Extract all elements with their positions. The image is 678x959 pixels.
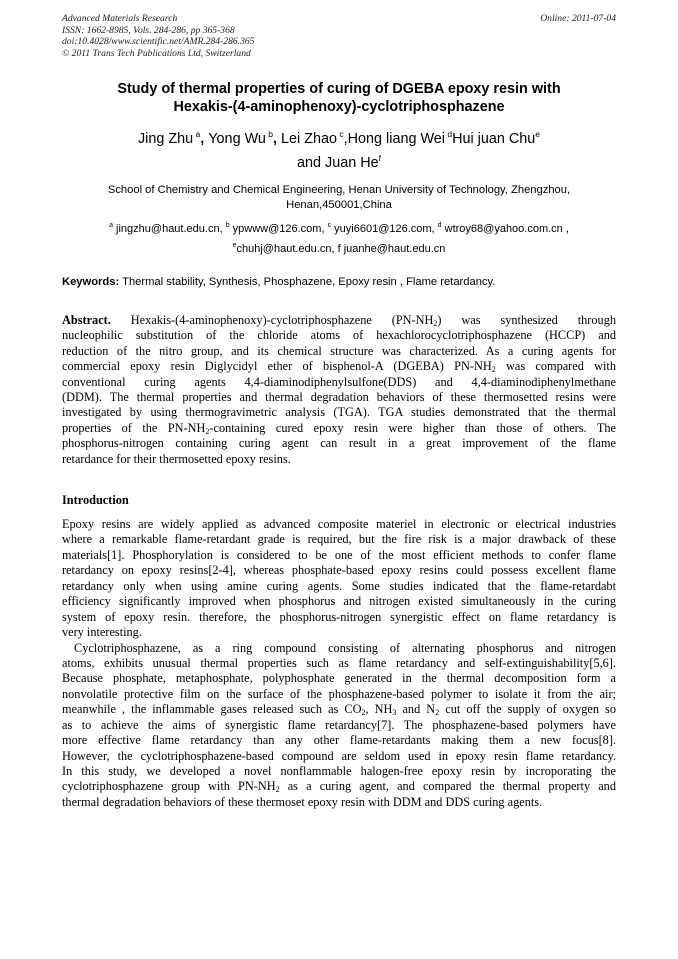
subscript: 2 xyxy=(205,426,210,436)
body-line: nonvolatile protective film on the surface of the phosphazene-based polymer to isolate it from the air; xyxy=(62,686,616,701)
body-line: Because phosphate, metaphosphate, polyphosphate generated in the thermal decomposition form a xyxy=(62,671,616,686)
abstract-label: Abstract. xyxy=(62,313,111,327)
subscript: 2 xyxy=(433,319,438,328)
author-name: Hui juan Chu xyxy=(452,131,536,147)
email-mark: c xyxy=(327,222,332,229)
body-line: as to achieve the aims of synergistic flame retardancy[7]. The phosphazene-based polymers have xyxy=(62,717,616,732)
abstract-text: commercial epoxy resin Diglycidyl ether of bisphenol-A (DGEBA) PN-NH xyxy=(62,359,492,374)
body-line: In this study, we developed a novel nonflammable halogen-free epoxy resin by incroporating the xyxy=(62,764,616,778)
abstract-line: nucleophilic substitution of the chloride atoms of hexachlorocyclotriphosphazene (HCCP) and xyxy=(62,328,616,343)
body-line: materials[1]. Phosphorylation is considered to be one of the most efficient methods to confer flame xyxy=(62,547,616,562)
author-affil-mark: a xyxy=(195,129,201,139)
title-line-2: Hexakis-(4-aminophenoxy)-cyclotriphosphazene xyxy=(173,99,505,116)
abstract-text: was compared with xyxy=(495,359,616,374)
subscript: 2 xyxy=(491,365,496,375)
body-line: Epoxy resins are widely applied as advanced composite materiel in electronic or electrical industries xyxy=(62,517,616,531)
body-line: atoms, exhibits unusual thermal properties such as flame retardancy and self-extinguishability[5,6]. xyxy=(62,655,616,670)
email-mark: a xyxy=(109,222,113,229)
email-address[interactable]: f juanhe@haut.edu.cn xyxy=(337,243,446,255)
abstract-text: ) was synthesized through xyxy=(437,313,617,327)
abstract-line xyxy=(62,359,616,374)
section-heading-introduction: Introduction xyxy=(62,493,129,507)
author-name: and Juan He xyxy=(297,155,379,171)
subscript: 2 xyxy=(361,708,366,718)
body-line: retardancy only when using amine curing agents. Some studies indicated that the flame-retardabt xyxy=(62,578,616,593)
affiliation xyxy=(62,183,616,213)
author-line-2 xyxy=(62,151,616,175)
abstract-text: properties of the PN-NH xyxy=(62,420,206,435)
keywords xyxy=(62,275,618,290)
abstract-line: retardance for their thermosetted epoxy resins. xyxy=(62,451,291,466)
body-text: , NH xyxy=(365,702,393,717)
body-line: very interesting. xyxy=(62,625,142,640)
journal-header xyxy=(62,13,392,59)
subscript: 3 xyxy=(392,708,397,718)
email-mark: d xyxy=(437,222,442,229)
email-address[interactable]: ypwww@126.com, xyxy=(232,223,325,235)
abstract-line: phosphorus-nitrogen containing curing agent can result in a great improvement of the flame xyxy=(62,436,616,451)
body-line: Cyclotriphosphazene, as a ring compound consisting of alternating phosphorus and nitrogen xyxy=(74,640,616,655)
body-line: thermal degradation behaviors of these thermoset epoxy resin with DDM and DDS curing agents. xyxy=(62,794,543,809)
affiliation-line-1: School of Chemistry and Chemical Engineering, Henan University of Technology, Zhengzhou, xyxy=(107,184,571,196)
introduction-body xyxy=(62,517,616,810)
email-address[interactable]: wtroy68@yahoo.com.cn , xyxy=(444,223,569,235)
author-separator: , xyxy=(343,131,348,147)
doi-line: doi:10.4028/www.scientific.net/AMR.284-286.365 xyxy=(62,36,255,48)
abstract-text: -containing cured epoxy resin were higher than those of others. The xyxy=(209,420,616,435)
affiliation-line-2: Henan,450001,China xyxy=(286,199,392,212)
body-line: where a remarkable flame-retardant grade is required, but the fire risk is a major drawback of these xyxy=(62,532,616,547)
author-separator: , xyxy=(273,131,282,147)
body-text: and N xyxy=(396,702,436,717)
body-text: meanwhile , the inflammable gases released such as CO xyxy=(62,702,362,717)
abstract xyxy=(62,313,616,467)
keywords-label: Keywords: xyxy=(62,276,120,288)
author-name: Lei Zhao xyxy=(281,131,338,147)
body-line: However, the cyclotriphosphazene-based compound are seldom used in epoxy resin flame retardancy. xyxy=(62,748,616,763)
body-text: cyclotriphosphazene group with PN-NH xyxy=(62,779,276,794)
body-line: more effective flame retardancy than any other flame-retardants making them a new focus[8]. xyxy=(62,733,616,748)
email-mark: e xyxy=(232,242,237,249)
email-address[interactable]: chuhj@haut.edu.cn, xyxy=(236,243,335,255)
subscript: 2 xyxy=(275,785,280,795)
body-text: cut off the supply of oxygen so xyxy=(439,702,616,717)
author-line-1 xyxy=(62,127,616,151)
email-list xyxy=(62,219,616,259)
body-line: efficiency significantly improved when phosphorus and nitrogen existed simultaneously in the curing xyxy=(62,594,616,609)
email-mark: b xyxy=(225,222,230,229)
online-date: Online: 2011-07-04 xyxy=(540,13,616,24)
abstract-text: Hexakis-(4-aminophenoxy)-cyclotriphosphazene (PN-NH xyxy=(130,313,434,327)
author-affil-mark: f xyxy=(378,153,381,163)
abstract-line: conventional curing agents 4,4-diaminodiphenylsulfone(DDS) and 4,4-diaminodiphenylmethane xyxy=(62,374,616,389)
issn-line: ISSN: 1662-8985, Vols. 284-286, pp 365-368 xyxy=(62,24,235,36)
email-line-1 xyxy=(62,219,616,239)
author-affil-mark: d xyxy=(447,129,453,139)
author-name: Yong Wu xyxy=(208,131,266,147)
author-name: Hong liang Wei xyxy=(347,131,445,147)
body-line xyxy=(62,779,616,794)
keywords-text: Thermal stability, Synthesis, Phosphazene, Epoxy resin , Flame retardancy. xyxy=(122,276,496,288)
email-address[interactable]: jingzhu@haut.edu.cn, xyxy=(116,223,223,235)
body-line xyxy=(62,702,616,717)
author-list xyxy=(62,127,616,175)
email-line-2 xyxy=(62,239,616,259)
author-affil-mark: b xyxy=(268,129,274,139)
author-name: Jing Zhu xyxy=(137,131,194,147)
author-affil-mark: e xyxy=(535,129,541,139)
body-line: system of epoxy resin. therefore, the phosphorus-nitrogen synergistic effect on flame retardancy is xyxy=(62,609,616,624)
author-separator: , xyxy=(200,131,209,147)
abstract-line: investigated by using thermogravimetric analysis (TGA). TGA studies demonstrated that the thermal xyxy=(62,405,616,420)
copyright-line: © 2011 Trans Tech Publications Ltd, Switzerland xyxy=(62,47,251,59)
subscript: 2 xyxy=(435,708,440,718)
author-affil-mark: c xyxy=(339,129,344,139)
email-address[interactable]: yuyi6601@126.com, xyxy=(334,223,435,235)
body-text: as a curing agent, and compared the thermal property and xyxy=(279,779,616,794)
journal-name: Advanced Materials Research xyxy=(62,13,178,24)
abstract-line xyxy=(62,313,616,328)
title-line-1: Study of thermal properties of curing of DGEBA epoxy resin with xyxy=(117,81,561,97)
paper-title xyxy=(62,80,616,117)
abstract-line xyxy=(62,421,616,436)
abstract-line: reduction of the nitro group, and its chemical structure was characterized. As a curing agents for xyxy=(62,343,616,358)
body-line: retardancy on epoxy resins[2-4], whereas phosphate-based epoxy resins could possess excellent flame xyxy=(62,563,616,578)
abstract-line: (DDM). The thermal properties and thermal degradation behaviors of these thermosetted resins were xyxy=(62,389,616,404)
